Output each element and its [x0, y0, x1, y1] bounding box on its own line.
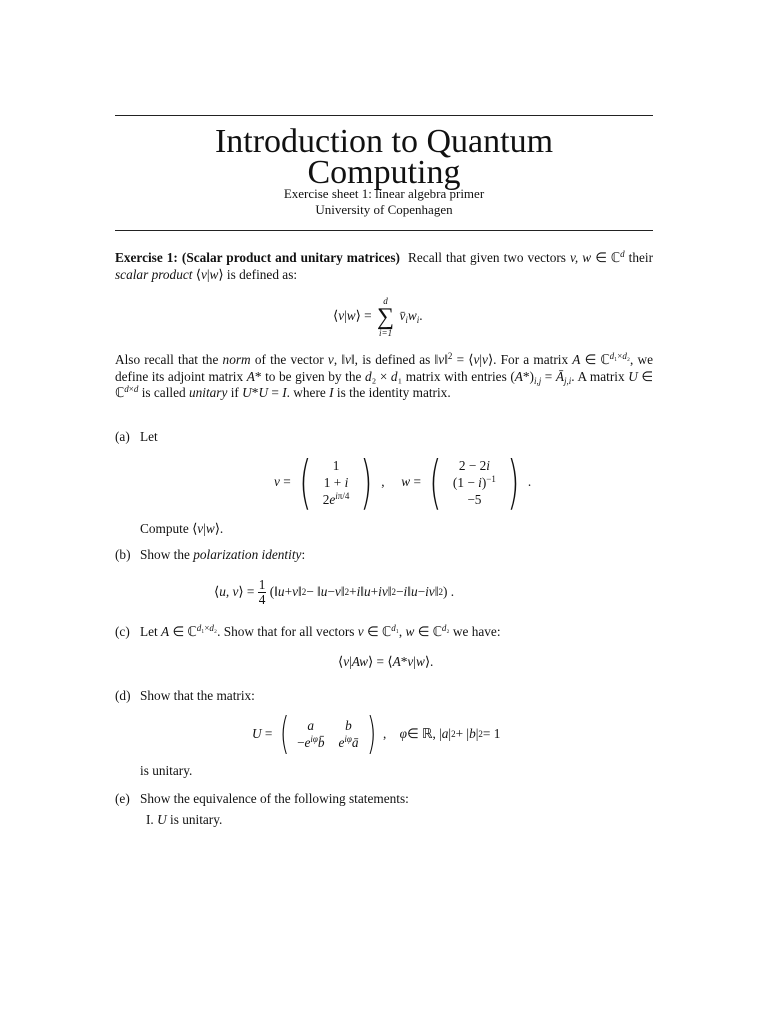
scalar-product-equation: ⟨v|w⟩ = d ∑ i=1 $v̄_iw_i$. — [333, 296, 423, 338]
intro-text-b: their — [628, 250, 654, 265]
unitary-text-c: if — [230, 385, 239, 400]
norm-text-a: Also recall that the — [115, 352, 219, 367]
part-e-label: (e) — [115, 791, 130, 806]
norm-term: norm — [222, 352, 251, 367]
polarization-equation: ⟨ u, v ⟩ = $\frac{1}{4}$ (‖ u + v ‖ 2 − ‖ u − v ‖ 2 + i ‖ u + iv ‖ 2 − i ‖ u − iv ‖ 2 ) . — [214, 576, 455, 607]
part-d-after-text: is unitary. — [140, 763, 193, 778]
subtitle-line-1: Exercise sheet 1: linear algebra primer — [283, 186, 485, 201]
part-b-text: Show the — [140, 547, 190, 562]
vectors-equation: v = ( 1 1 + i $2e^{i\pi/4}$ ) , w = ( 2 − 2i $(1 - i)^{-1}$ −5 ) . — [274, 448, 532, 516]
part-e-text: Show the equivalence of the following statements: — [140, 791, 409, 806]
subtitle-line-2: University of Copenhagen — [315, 202, 453, 217]
statement-1-label: I. — [146, 812, 154, 827]
compute-label: Compute — [140, 521, 189, 536]
compute-text: Compute ⟨v|w⟩. — [140, 521, 224, 536]
unitary-matrix-equation: U = ( a b $-e^{i\varphi}b̄$ $e^{i\varphi}ā$ ) , φ ∈ ℝ, | a | 2 + | b | 2 = 1 — [252, 708, 501, 759]
identity-text: identity matrix. — [368, 385, 451, 400]
part-b-body: Show the polarization identity: — [140, 547, 306, 562]
intro-text-c: is defined as: — [226, 266, 298, 282]
subtitle — [115, 186, 653, 218]
adjoint-equation: ⟨v|Aw⟩ = ⟨A*v|w⟩. — [338, 654, 434, 669]
entries-text: entries — [471, 368, 507, 384]
polarization-term: polarization identity — [193, 547, 302, 562]
unitary-text-d: where — [293, 385, 326, 400]
scalar-product-term: scalar product — [115, 266, 193, 282]
unitary-text-b: is called — [141, 385, 186, 400]
top-rule — [115, 115, 653, 116]
part-a-label: (a) — [115, 429, 130, 444]
bottom-rule — [115, 230, 653, 231]
norm-text-c: is defined as — [362, 352, 431, 367]
part-c-label: (c) — [115, 624, 130, 639]
matrix-text-b: we define its adjoint matrix — [115, 352, 654, 384]
part-d-text: Show that the matrix: — [140, 688, 255, 703]
exercise-intro: Exercise 1: (Scalar product and unitary matrices) Recall that given two vectors v, w ∈ ℂ$^d$ their scalar product ⟨v|w⟩ is defined as: — [115, 249, 654, 282]
part-c-text-c: we have: — [452, 624, 501, 639]
exercise-heading: Exercise 1: (Scalar product and unitary matrices) — [115, 250, 400, 265]
intro-text-a: Recall that given two vectors — [408, 250, 566, 265]
statement-1-text: is unitary. — [170, 812, 223, 827]
part-b-label: (b) — [115, 547, 131, 562]
part-c-text-a: Let — [140, 624, 158, 639]
title-line-1: Introduction to Quantum — [214, 123, 554, 160]
matrix-text-a: For a matrix — [500, 352, 569, 367]
part-c-text-b: Show that for all vectors — [223, 624, 355, 639]
unitary-text-a: A matrix — [577, 368, 625, 384]
matrix-text-c: to be given by the — [265, 368, 362, 384]
matrix-text-d: matrix with — [405, 368, 468, 384]
title-line-2: Computing — [307, 154, 461, 191]
unitary-term: unitary — [188, 385, 228, 400]
norm-paragraph: Also recall that the norm of the vector v, ‖v‖, is defined as ‖v‖$^2$ = ⟨v|v⟩. For a matrix A ∈ ℂ$^{d_1\times d_2}$, we define its adjoint matrix A* to be given by the d₂ × d₁ matrix with entries $(A*)_{i,j}$ = $Ā_{j,i}$. A matrix U ∈ ℂ$^{d\times d}$ is called unitary if U*U = I. where I is the identity matrix. — [115, 351, 654, 400]
unitary-text-e: is the — [336, 385, 366, 400]
part-a-text: Let — [140, 429, 158, 444]
part-d-label: (d) — [115, 688, 131, 703]
statement-1-body: I. U is unitary. — [146, 812, 223, 827]
norm-text-b: of the vector — [254, 352, 324, 367]
page-title — [115, 123, 653, 191]
part-c-body: Let A ∈ ℂ$^{d_1\times d_2}$. Show that for all vectors v ∈ ℂ$^{d_1}$, w ∈ ℂ$^{d_2}$ we have: — [140, 623, 501, 639]
